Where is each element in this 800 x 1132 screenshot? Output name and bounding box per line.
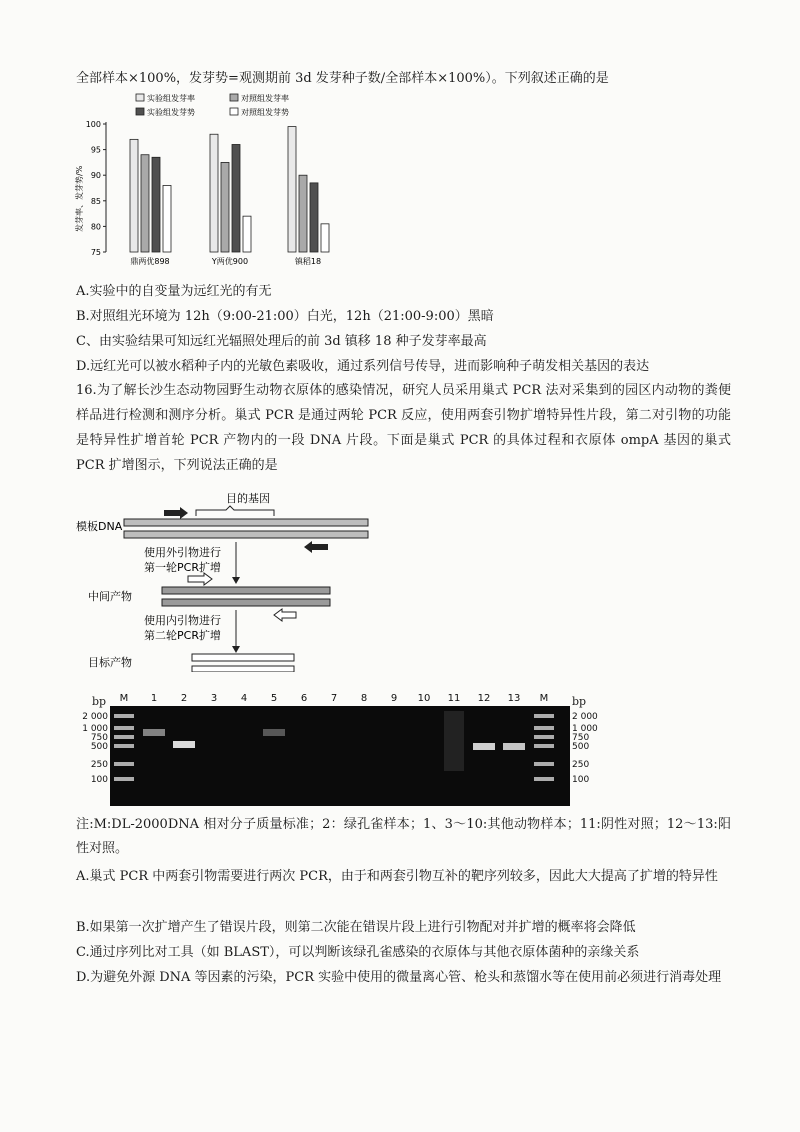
bar xyxy=(243,216,251,252)
lane-smear xyxy=(444,711,464,771)
ladder-band xyxy=(534,726,554,730)
gel-lane-label: 7 xyxy=(330,693,338,704)
legend-swatch xyxy=(230,94,238,101)
outer-forward-primer-arrow xyxy=(164,507,188,519)
intermediate-product-label: 中间产物 xyxy=(88,590,132,603)
template-dna-label: 模板DNA xyxy=(76,520,123,533)
bar xyxy=(152,157,160,252)
bar xyxy=(210,134,218,252)
bar xyxy=(321,224,329,252)
intro-line: 全部样本×100%，发芽势=观测期前 3d 发芽种子数/全部样本×100%）。下列叙述正确的是 xyxy=(76,71,609,86)
template-dna-strand-top xyxy=(124,519,368,526)
ladder-band xyxy=(114,762,134,766)
step2-label-line2: 第二轮PCR扩增 xyxy=(144,629,221,642)
template-dna-strand-bottom xyxy=(124,531,368,538)
legend-swatch xyxy=(230,108,238,115)
y-tick-label: 75 xyxy=(90,248,101,257)
legend-label: 对照组发芽势 xyxy=(241,108,289,117)
bar xyxy=(288,127,296,252)
q16-option-d: D.为避免外源 DNA 等因素的污染，PCR 实验中使用的微量离心管、枪头和蒸馏水等在使用前必须进行消毒处理 xyxy=(76,970,722,985)
step2-label-line1: 使用内引物进行 xyxy=(144,614,221,627)
y-axis-label: 发芽率、发芽势/% xyxy=(75,165,84,232)
step1-arrowhead xyxy=(232,577,240,584)
gel-marker-label: 250 xyxy=(90,760,108,770)
gel-lane-label: 13 xyxy=(507,693,521,704)
legend-swatch xyxy=(136,94,144,101)
gel-lane-labels xyxy=(110,688,570,706)
bar xyxy=(232,144,240,252)
gel-markers-left xyxy=(74,706,110,806)
inner-reverse-primer-arrow xyxy=(274,609,296,621)
q16-stem: 16.为了解长沙生态动物园野生动物衣原体的感染情况，研究人员采用巢式 PCR 法对采集到的园区内动物的粪便样品进行检测和测序分析。巢式 PCR 是通过两轮 PCR 反应，使用两套引物扩增特异性片段，第二对引物的功能是特异性扩增首轮 PCR 产物内的一段 DNA 片段。下面是巢式 PCR 的具体过程和衣原体 ompA 基因的巢式 PCR 扩增图示，下列说法正确的是 xyxy=(76,383,731,473)
bar xyxy=(130,139,138,252)
gel-lane-label: M xyxy=(539,693,549,704)
gel-lane-label: 12 xyxy=(477,693,491,704)
germination-bar-chart xyxy=(70,92,370,270)
gel-lane-label: 10 xyxy=(417,693,431,704)
q15-option-b: B.对照组光环境为 12h（9:00-21:00）白光，12h（21:00-9:00）黑暗 xyxy=(76,309,494,324)
outer-reverse-primer-arrow xyxy=(304,541,328,553)
ladder-band xyxy=(534,714,554,718)
gel-lane-label: 6 xyxy=(300,693,308,704)
step1-label-line2: 第一轮PCR扩增 xyxy=(144,561,221,574)
intermediate-strand-top xyxy=(162,587,330,594)
legend-label: 实验组发芽势 xyxy=(147,108,195,117)
chart-legend xyxy=(136,93,289,117)
gel-lane-label: 5 xyxy=(270,693,278,704)
gel-marker-label: 2 000 xyxy=(572,712,598,722)
gel-lane-label: M xyxy=(119,693,129,704)
bar xyxy=(141,155,149,252)
target-product-strand-top xyxy=(192,654,294,661)
x-category-label: Y两优900 xyxy=(211,257,249,266)
legend-label: 对照组发芽率 xyxy=(241,94,289,103)
q15-option-d: D.远红光可以被水稻种子内的光敏色素吸收，通过系列信号传导，进而影响种子萌发相关基因的表达 xyxy=(76,359,650,374)
gel-marker-label: 1 000 xyxy=(572,724,598,734)
gel-image xyxy=(110,706,570,806)
ladder-band xyxy=(114,744,134,748)
legend-swatch xyxy=(136,108,144,115)
nested-pcr-diagram xyxy=(76,486,386,672)
gel-marker-label: 2 000 xyxy=(82,712,108,722)
y-tick-label: 80 xyxy=(90,222,101,232)
y-tick-label: 100 xyxy=(85,120,101,129)
intermediate-strand-bottom xyxy=(162,599,330,606)
ladder-band xyxy=(114,726,134,730)
target-gene-brace xyxy=(196,506,274,516)
ladder-band xyxy=(114,714,134,718)
x-category-label: 鼎两优898 xyxy=(130,257,170,266)
bar xyxy=(221,162,229,252)
sample-band xyxy=(143,729,165,736)
gel-marker-label: 100 xyxy=(572,775,590,785)
y-tick-label: 85 xyxy=(90,196,101,206)
gel-marker-label: 750 xyxy=(572,733,590,743)
gel-marker-label: 500 xyxy=(90,742,108,752)
ladder-band xyxy=(534,744,554,748)
q16-option-a: A.巢式 PCR 中两套引物需要进行两次 PCR，由于和两套引物互补的靶序列较多，因此大大提高了扩增的特异性 xyxy=(76,869,718,884)
y-tick-label: 90 xyxy=(90,171,101,181)
gel-markers-right xyxy=(570,706,610,806)
gel-bp-label-right: bp xyxy=(572,695,587,708)
y-tick-label: 95 xyxy=(90,145,101,155)
gel-lane-label: 2 xyxy=(180,693,188,704)
bar xyxy=(163,185,171,252)
gel-marker-label: 1 000 xyxy=(82,724,108,734)
x-category-label: 镇稻18 xyxy=(294,257,322,266)
gel-lane-label: 1 xyxy=(150,693,158,704)
ladder-band xyxy=(114,777,134,781)
q15-option-c: C、由实验结果可知远红光辐照处理后的前 3d 镇移 18 种子发芽率最高 xyxy=(76,334,487,349)
ladder-band xyxy=(114,735,134,739)
q15-option-a: A.实验中的自变量为远红光的有无 xyxy=(76,284,272,299)
gel-lane-label: 11 xyxy=(447,693,461,704)
ladder-band xyxy=(534,735,554,739)
gel-marker-label: 100 xyxy=(90,775,108,785)
ladder-band xyxy=(534,777,554,781)
gel-lane-label: 4 xyxy=(240,693,248,704)
bar xyxy=(310,183,318,252)
sample-band xyxy=(173,741,195,748)
legend-label: 实验组发芽率 xyxy=(147,94,195,103)
bar xyxy=(299,175,307,252)
gel-note: 注:M:DL-2000DNA 相对分子质量标准；2：绿孔雀样本；1、3～10:其他动物样本；11:阴性对照；12～13:阳性对照。 xyxy=(76,817,731,856)
gel-marker-label: 500 xyxy=(572,742,590,752)
q16-option-c: C.通过序列比对工具（如 BLAST），可以判断该绿孔雀感染的衣原体与其他衣原体菌种的亲缘关系 xyxy=(76,945,640,960)
gel-lane-label: 9 xyxy=(390,693,398,704)
sample-band xyxy=(473,743,495,750)
gel-marker-label: 250 xyxy=(572,760,590,770)
target-product-label: 目标产物 xyxy=(88,656,132,669)
gel-marker-label: 750 xyxy=(90,733,108,743)
ladder-band xyxy=(534,762,554,766)
q16-option-b: B.如果第一次扩增产生了错误片段，则第二次能在错误片段上进行引物配对并扩增的概率将会降低 xyxy=(76,920,636,935)
sample-band xyxy=(263,729,285,736)
inner-forward-primer-arrow xyxy=(188,573,212,585)
gel-lane-label: 8 xyxy=(360,693,368,704)
step1-label-line1: 使用外引物进行 xyxy=(144,546,221,559)
target-product-strand-bottom xyxy=(192,666,294,672)
target-gene-label: 目的基因 xyxy=(226,492,270,505)
gel-bp-label-left: bp xyxy=(92,695,107,708)
sample-band xyxy=(503,743,525,750)
step2-arrowhead xyxy=(232,646,240,653)
gel-lane-label: 3 xyxy=(210,693,218,704)
